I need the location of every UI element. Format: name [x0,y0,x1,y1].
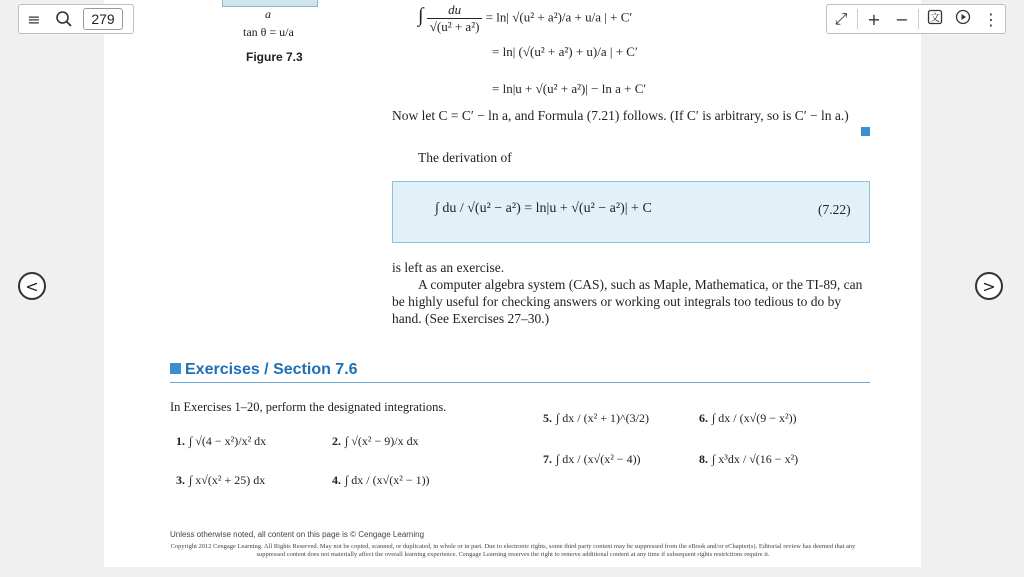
right-toolbar [826,4,1006,34]
translate-icon[interactable] [923,9,947,29]
menu-icon[interactable]: ≡ [27,9,41,29]
zoom-in-button[interactable]: + [867,9,881,29]
toolbar-divider [918,9,919,29]
exercise-6 [699,411,797,426]
prev-page-button[interactable]: < [18,272,46,300]
heading-square-icon [170,363,181,374]
formula-lhs: ∫ du / √(u² − a²) [435,201,521,216]
exercise-number: 3. [176,473,185,487]
paragraph-2: The derivation of [418,150,512,165]
integrand-numerator: du [427,2,483,19]
exercise-number: 8. [699,452,708,466]
more-icon[interactable]: ⋮ [983,9,999,29]
expand-icon[interactable]: ⤢ [834,9,848,28]
left-toolbar [18,4,134,34]
footer-credit: Unless otherwise noted, all content on this page is © Cengage Learning [170,530,425,539]
exercises-intro: In Exercises 1–20, perform the designated integrations. [170,400,447,414]
end-of-proof-icon [861,127,870,136]
exercise-number: 1. [176,434,185,448]
exercise-expr: ∫ dx / (x√(9 − x²)) [712,411,797,425]
exercise-expr: ∫ dx / (x√(x² − 1)) [345,473,430,487]
exercise-number: 4. [332,473,341,487]
next-page-button[interactable]: > [975,272,1003,300]
figure-side-label: a [265,7,271,21]
footer-copyright: Copyright 2012 Cengage Learning. All Rights Reserved. May not be copied, scanned, or duplicated, in whole or in part. Due to electronic rights, some third party content may be suppressed from the eBook and/or eChapter(s). Editorial review has deemed that any suppressed content does not materially affect the overall learning experience. Cengage Learning reserves the right to remove additional content at any time if subsequent rights restrictions require it. [170,543,856,558]
exercise-expr: ∫ √(4 − x²)/x² dx [189,434,267,448]
derivation-line-1 [418,2,632,35]
derivation-line-3: = ln|u + √(u² + a²)| − ln a + C′ [492,81,647,96]
integrand-denominator: √(u² + a²) [429,19,480,34]
paragraph-3: is left as an exercise. [392,260,505,275]
figure-label: Figure 7.3 [246,50,303,64]
exercise-3 [176,473,265,488]
exercise-8 [699,452,798,467]
toolbar-divider [857,9,858,29]
formula-rhs: = ln|u + √(u² − a²)| + C [524,201,652,216]
exercise-expr: ∫ dx / (x² + 1)^(3/2) [556,411,649,425]
exercise-number: 5. [543,411,552,425]
exercise-number: 2. [332,434,341,448]
exercises-heading [170,361,870,383]
svg-text:文: 文 [930,13,940,24]
figure-equation: tan θ = u/a [243,25,294,39]
paragraph-1: Now let C = C′ − ln a, and Formula (7.21) follows. (If C′ is arbitrary, so is C′ − ln a.) [392,108,849,123]
formula-722 [435,201,652,217]
exercise-number: 6. [699,411,708,425]
play-icon[interactable] [951,9,975,29]
exercise-expr: ∫ x√(x² + 25) dx [189,473,266,487]
zoom-out-button[interactable]: − [895,9,909,29]
integrand-fraction [427,2,483,35]
exercise-1 [176,434,266,449]
exercise-expr: ∫ √(x² − 9)/x dx [345,434,419,448]
formula-number: (7.22) [818,202,851,217]
search-icon[interactable] [49,5,79,33]
page-number-input[interactable]: 279 [83,8,123,30]
exercise-number: 7. [543,452,552,466]
integral-sign: ∫ [418,4,424,27]
exercises-heading-text: Exercises / Section 7.6 [185,361,358,378]
derivation-rhs-1: = ln| √(u² + a²)/a + u/a | + C′ [485,9,633,25]
exercise-4 [332,473,430,488]
exercise-2 [332,434,419,449]
exercise-expr: ∫ dx / (x√(x² − 4)) [556,452,641,466]
exercise-7 [543,452,641,467]
paragraph-4: A computer algebra system (CAS), such as Maple, Mathematica, or the TI-89, can be highly useful for checking answers or working out integrals too tedious to do by hand. (See Exercises 27–30.) [392,277,863,326]
exercise-expr: ∫ x³dx / √(16 − x²) [712,452,799,466]
triangle-figure [222,0,318,7]
exercise-5 [543,411,649,426]
derivation-line-2: = ln| (√(u² + a²) + u)/a | + C′ [492,44,638,59]
